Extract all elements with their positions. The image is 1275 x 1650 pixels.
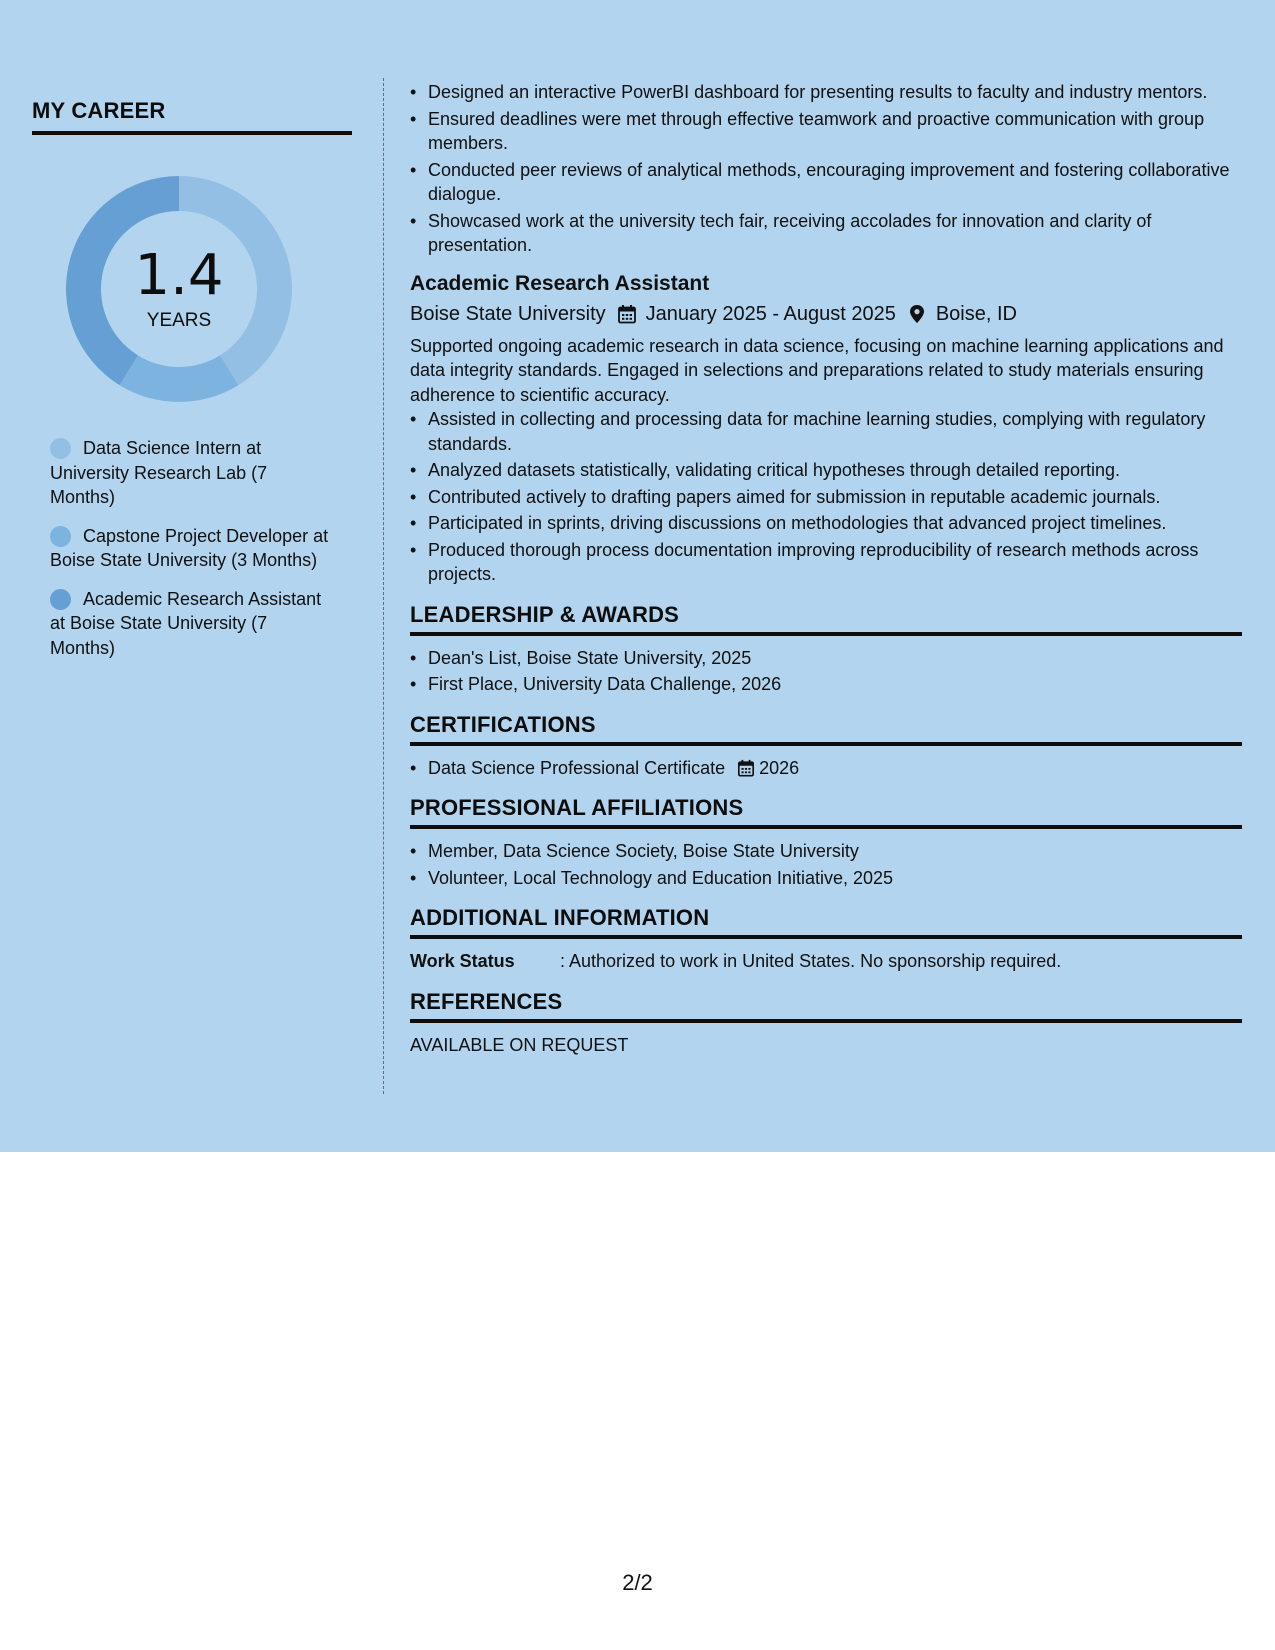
list-item: • Analyzed datasets statistically, validating critical hypotheses through detailed reporting. bbox=[410, 458, 1242, 483]
donut-center bbox=[66, 176, 292, 402]
additional-info-section bbox=[410, 904, 1242, 974]
page-number: 2/2 bbox=[622, 1570, 653, 1595]
list-item: • Ensured deadlines were met through effective teamwork and proactive communication with group members. bbox=[410, 107, 1242, 156]
certifications-section bbox=[410, 711, 1242, 781]
calendar-icon bbox=[737, 759, 755, 777]
section-rule bbox=[410, 935, 1242, 939]
list-item: • Assisted in collecting and processing data for machine learning studies, complying with regulatory standards. bbox=[410, 407, 1242, 456]
cert-year: 2026 bbox=[759, 757, 800, 778]
list-item: • Conducted peer reviews of analytical methods, encouraging improvement and fostering collaborative dialogue. bbox=[410, 158, 1242, 207]
list-item: • Participated in sprints, driving discussions on methodologies that advanced project timelines. bbox=[410, 511, 1242, 536]
section-title: ADDITIONAL INFORMATION bbox=[410, 905, 710, 930]
main-content bbox=[410, 80, 1242, 1057]
section-rule bbox=[410, 742, 1242, 746]
legend-label: Data Science Intern at University Research Lab (7 Months) bbox=[50, 438, 268, 507]
job-title: Academic Research Assistant bbox=[410, 271, 710, 295]
work-status-label: Work Status bbox=[410, 951, 515, 971]
career-sidebar bbox=[32, 96, 352, 658]
list-item: • Designed an interactive PowerBI dashboard for presenting results to faculty and industry mentors. bbox=[410, 80, 1242, 105]
cert-name: • Data Science Professional Certificate bbox=[428, 757, 726, 778]
affiliations-list bbox=[410, 839, 1242, 890]
list-item: • Member, Data Science Society, Boise State University bbox=[410, 839, 1242, 864]
list-item: • Showcased work at the university tech fair, receiving accolades for innovation and clarity of presentation. bbox=[410, 209, 1242, 258]
section-rule bbox=[410, 632, 1242, 636]
section-title: LEADERSHIP & AWARDS bbox=[410, 601, 680, 627]
calendar-icon bbox=[617, 304, 637, 324]
section-title: REFERENCES bbox=[410, 988, 563, 1014]
legend-label: Capstone Project Developer at Boise State University (3 Months) bbox=[50, 525, 329, 570]
legend-dot bbox=[50, 589, 71, 610]
years-unit: YEARS bbox=[146, 310, 212, 331]
references-text: AVAILABLE ON REQUEST bbox=[410, 1034, 629, 1055]
list-item: • Contributed actively to drafting papers aimed for submission in reputable academic journals. bbox=[410, 485, 1242, 510]
column-divider bbox=[383, 78, 384, 1094]
work-status-row bbox=[410, 949, 1242, 974]
list-item: • Produced thorough process documentation improving reproducibility of research methods across projects. bbox=[410, 538, 1242, 587]
job-employer: Boise State University bbox=[410, 302, 606, 325]
list-item: • Dean's List, Boise State University, 2025 bbox=[410, 646, 1242, 671]
leadership-list bbox=[410, 646, 1242, 697]
legend-item bbox=[50, 436, 330, 510]
legend-item bbox=[50, 587, 330, 661]
section-title: CERTIFICATIONS bbox=[410, 711, 596, 737]
previous-job-bullets bbox=[410, 80, 1242, 258]
job-location: Boise, ID bbox=[935, 302, 1017, 325]
career-title: MY CAREER bbox=[32, 98, 166, 123]
section-rule bbox=[410, 1019, 1242, 1023]
years-value: 1.4 bbox=[134, 243, 224, 308]
career-legend bbox=[50, 436, 330, 674]
job-meta bbox=[410, 300, 1242, 328]
legend-label: Academic Research Assistant at Boise State University (7 Months) bbox=[50, 588, 322, 658]
list-item bbox=[410, 756, 1242, 781]
career-donut-chart bbox=[66, 176, 292, 402]
career-title-rule bbox=[32, 131, 352, 135]
legend-item bbox=[50, 524, 330, 573]
list-item: • First Place, University Data Challenge, 2026 bbox=[410, 672, 1242, 697]
map-pin-icon bbox=[907, 304, 927, 324]
affiliations-section bbox=[410, 794, 1242, 890]
certifications-list bbox=[410, 756, 1242, 781]
section-rule bbox=[410, 825, 1242, 829]
list-item: • Volunteer, Local Technology and Education Initiative, 2025 bbox=[410, 866, 1242, 891]
job-description: Supported ongoing academic research in data science, focusing on machine learning applications and data integrity standards. Engaged in selections and preparations related to study materials ensuring adherence to scientific accuracy. bbox=[410, 335, 1224, 405]
legend-dot bbox=[50, 438, 71, 459]
work-status-value: : Authorized to work in United States. No sponsorship required. bbox=[560, 951, 1062, 971]
job-dates: January 2025 - August 2025 bbox=[645, 302, 896, 325]
job-bullets bbox=[410, 407, 1242, 587]
leadership-section bbox=[410, 601, 1242, 697]
references-section bbox=[410, 988, 1242, 1058]
section-title: PROFESSIONAL AFFILIATIONS bbox=[410, 795, 744, 820]
legend-dot bbox=[50, 526, 71, 547]
cert-line bbox=[428, 756, 1242, 781]
